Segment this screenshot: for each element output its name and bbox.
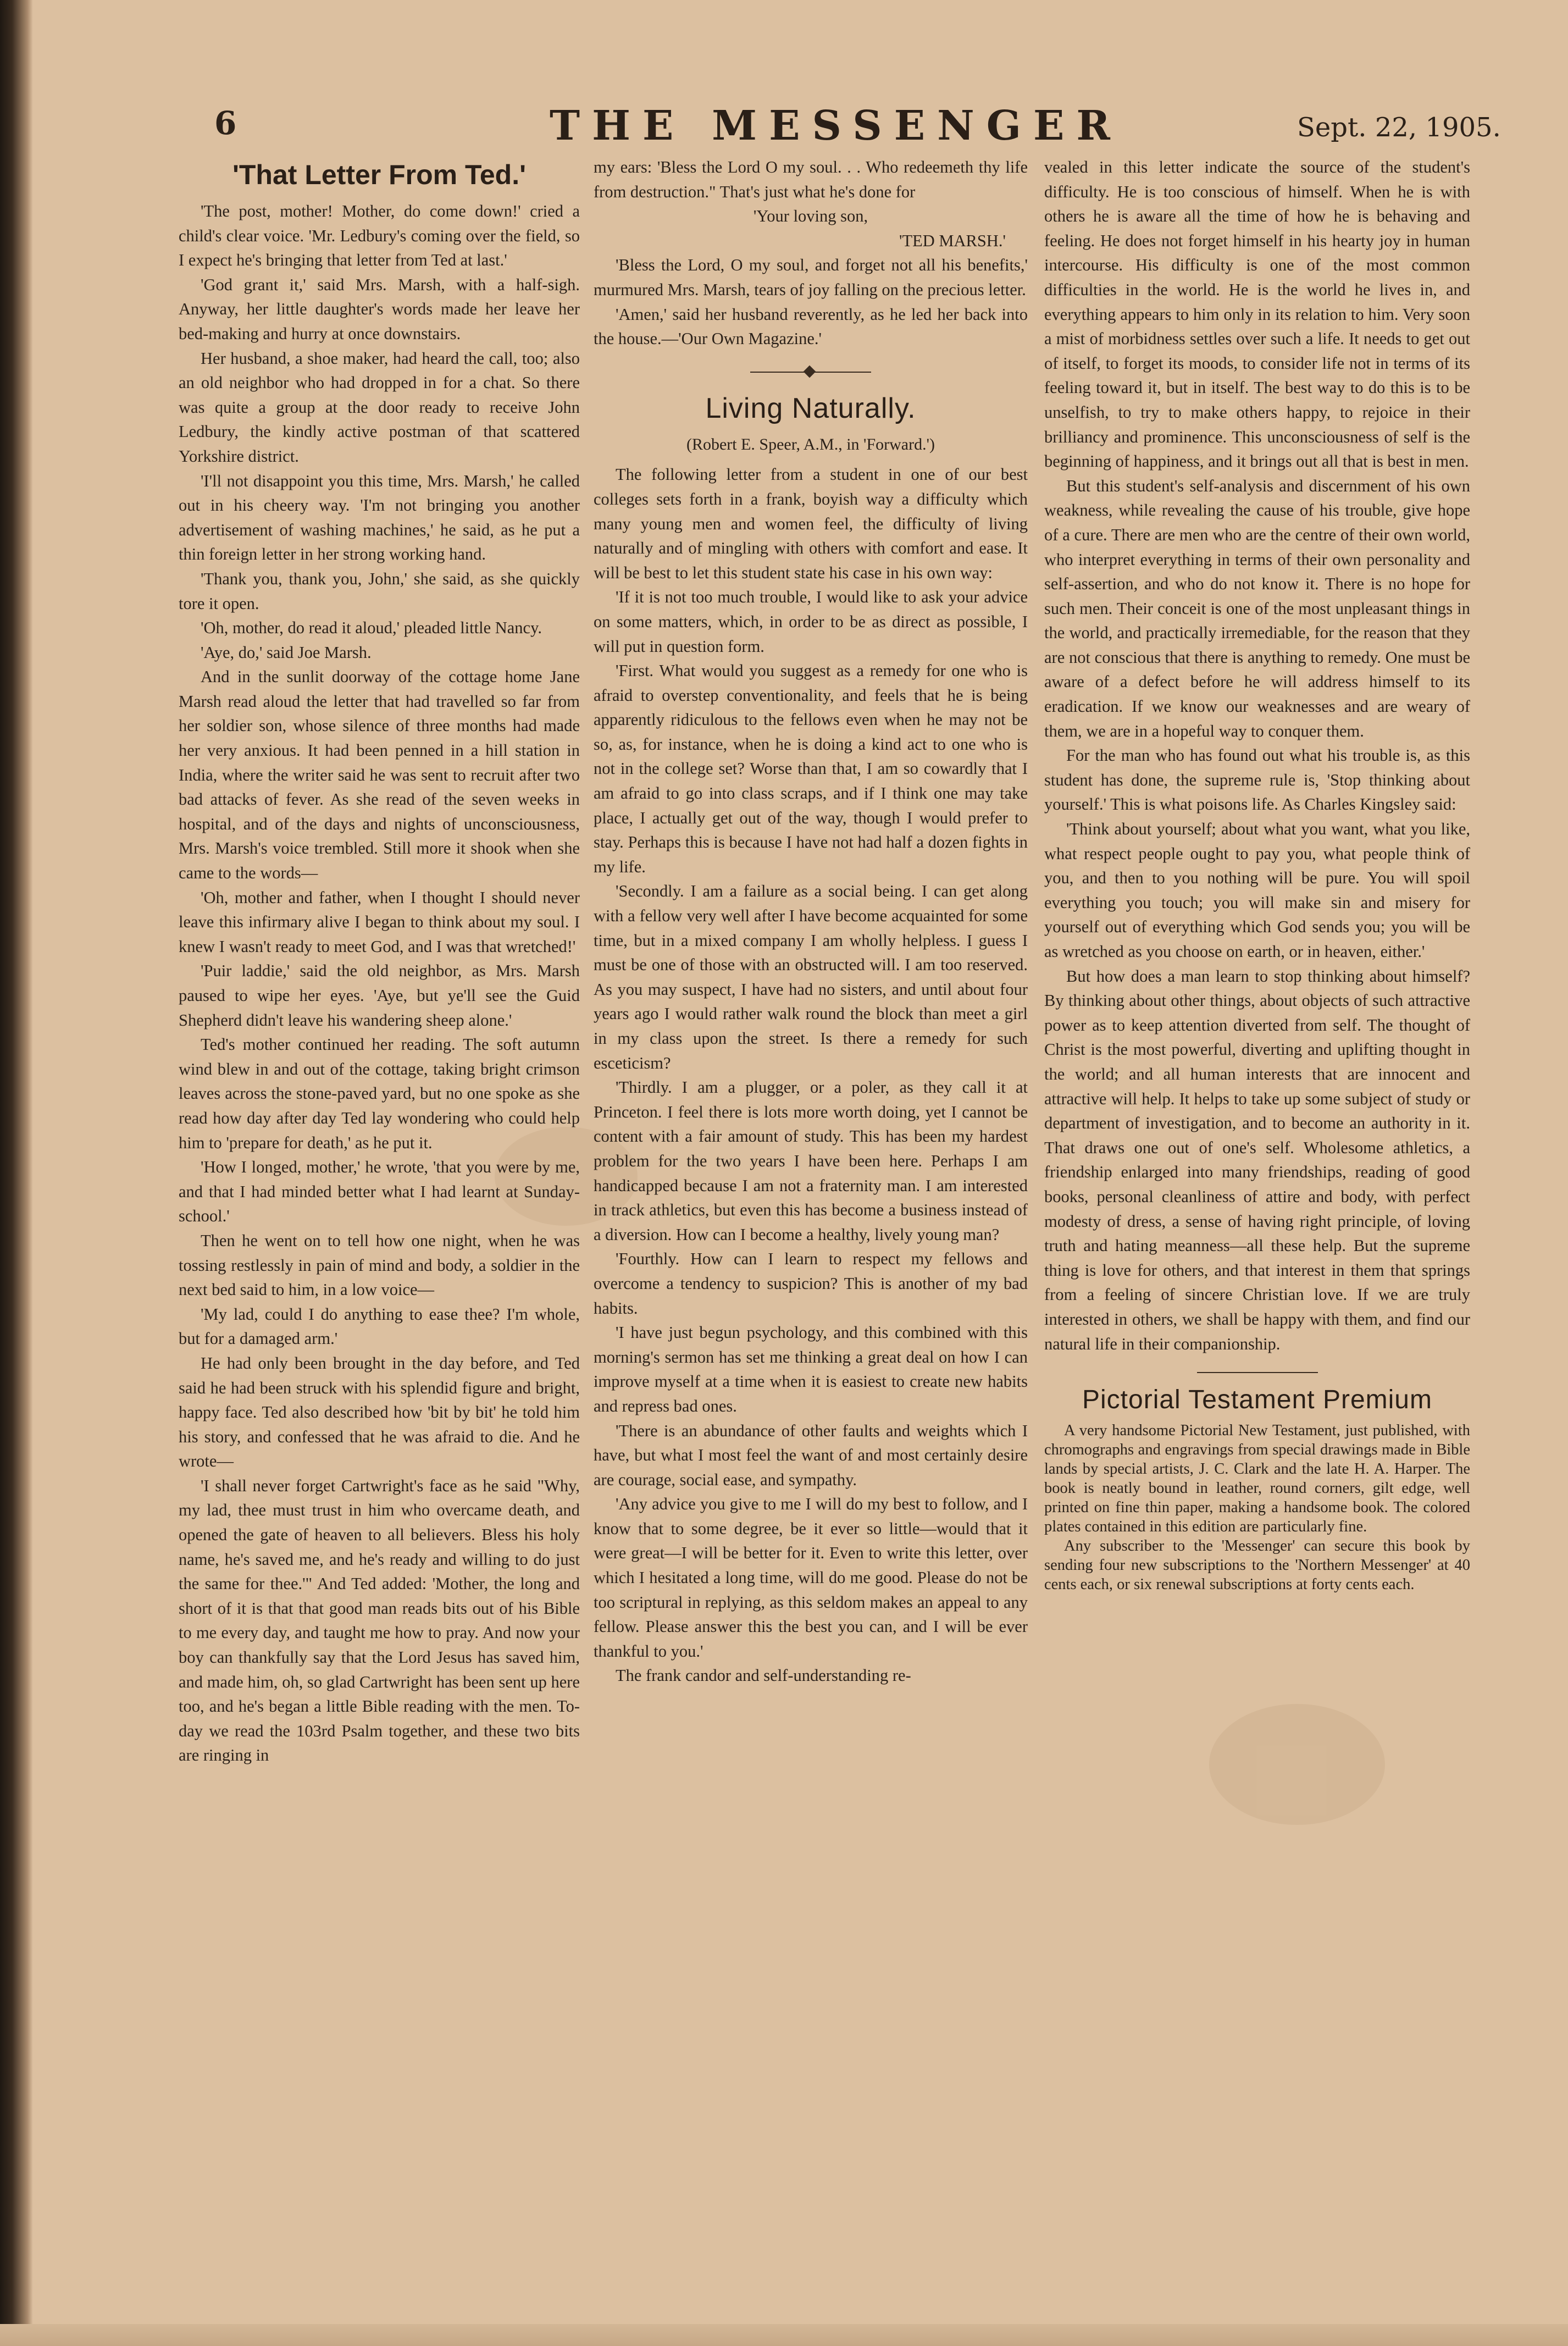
paragraph: Ted's mother continued her reading. The soft autumn wind blew in and out of the cottage, taking bright crimson leaves across the stone-paved yard, but no one spoke as she read how day after day Ted lay wondering who could help him to 'prepare for death,' as he put it.: [179, 1035, 580, 1152]
paragraph: 'Amen,' said her husband reverently, as he led her back into the house.—'Our Own Magazine.': [594, 305, 1028, 348]
paragraph: 'I have just begun psychology, and this combined with this morning's sermon has set me thinking a great deal on how I can improve myself at a time when it is easiest to create new habits and repress bad ones.: [594, 1323, 1028, 1415]
article-title: 'That Letter From Ted.': [232, 159, 526, 190]
masthead-title: THE MESSENGER: [550, 102, 1122, 150]
letter-closing: 'Your loving son,: [753, 207, 868, 226]
paragraph: 'Oh, mother, do read it aloud,' pleaded little Nancy.: [201, 618, 542, 638]
article-title: Living Naturally.: [705, 392, 916, 424]
paper-stain: [1209, 1704, 1385, 1825]
paragraph: 'Secondly. I am a failure as a social being. I can get along with a fellow very well after I have become acquainted for some time, but in a mixed company I am wholly helpless. I guess I must be one of those with an obstructed will. I am too reserved. As you may suspect, I have had no sisters, and until about four years ago I would rather walk round the block than meet a girl in my class upon the street. Is there a remedy for such esceticism?: [594, 882, 1028, 1072]
paragraph: For the man who has found out what his trouble is, as this student has done, the supreme rule is, 'Stop thinking about yourself.' This is what poisons life. As Charles Kingsley said:: [1044, 746, 1470, 814]
paragraph: 'First. What would you suggest as a remedy for one who is afraid to overstep conventionality, and feels that he is being apparently ridiculous to the fellows even when he may not be so, as, for instance, when he is doing a kind act to one who is not in the college set? Worse than that, I am so cowardly that I am afraid to go into class scraps, and if I think one may take place, I actually get out of the way, though I would prefer to stay. Perhaps this is because I have not had half a dozen fights in my life.: [594, 661, 1028, 876]
paragraph: But how does a man learn to stop thinking about himself? By thinking about other things, about objects of such attractive power as to keep attention diverted from self. The thought of Christ is the most powerful, diverting and uplifting thought in the world; and all human interests that are innocent and attractive will help. It helps to take up some subject of study or department of investigation, and to become an authority in it. That draws one out of one's self. Wholesome athletics, a friendship enlarged into many friendships, reading of good books, personal cleanliness of attire and body, with perfect modesty of dress, a sense of having right principle, of loving truth and hating meanness—all these help. But the supreme thing is love for others, and that interest in them that springs from a feeling of sincere Christian love. If we are truly interested in others, we shall be happy with them, and find our natural life in their companionship.: [1044, 966, 1470, 1353]
paragraph: A very handsome Pictorial New Testament, just published, with chromographs and engravings from special drawings made in Bible lands by special artists, J. C. Clark and the late H. A. Harper. The book is neatly bound in leather, round corners, gilt edge, well printed on fine thin paper, making a handsome book. The colored plates contained in this edition are particularly fine.: [1044, 1422, 1470, 1536]
paragraph: 'My lad, could I do anything to ease thee? I'm whole, but for a damaged arm.': [179, 1304, 580, 1348]
paragraph: vealed in this letter indicate the source of the student's difficulty. He is too conscious of himself. When he is with others he is aware all the time of how he is behaving and feeling. He does not forget himself in his hearty joy in human intercourse. His difficulty is one of the most common difficulties in the world. He is the world he lives in, and everything appears to him only in its relation to him. Very soon a mist of morbidness settles over such a life. It needs to get out of itself, to forget its moods, to consider life not in terms of its feeling toward it, but in itself. The best way to do this is to be unselfish, to try to make others happy, to rejoice in their brilliancy and prominence. This unconsciousness of self is the beginning of happiness, and it brings out all that is best in men.: [1044, 158, 1470, 471]
section-divider: [1197, 1366, 1318, 1379]
paragraph: 'How I longed, mother,' he wrote, 'that you were by me, and that I had minded better what I had learnt at Sunday-school.': [179, 1158, 580, 1226]
premium-title: Pictorial Testament Premium: [1082, 1385, 1432, 1415]
paragraph: 'There is an abundance of other faults and weights which I have, but what I most feel the want of and most certainly desire are courage, social ease, and sympathy.: [594, 1421, 1028, 1489]
article-byline: (Robert E. Speer, A.M., in 'Forward.'): [686, 435, 935, 453]
paragraph: The following letter from a student in one of our best colleges sets forth in a frank, boyish way a difficulty which many young men and women feel, the difficulty of living naturally and of mingling with others with comfort and ease. It will be best to let this student state his case in his own way:: [594, 465, 1028, 582]
paragraph: 'God grant it,' said Mrs. Marsh, with a half-sigh. Anyway, her little daughter's words made her leave her bed-making and hurry at once downstairs.: [179, 275, 580, 343]
letter-signature: 'TED MARSH.': [899, 231, 1006, 250]
page-number: 6: [214, 104, 237, 142]
column-2: [594, 155, 1028, 1688]
paragraph: 'I shall never forget Cartwright's face as he said "Why, my lad, thee must trust in him who overcame death, and opened the gate of heaven to all believers. Bless his holy name, he's saved me, and he's ready and willing to do just the same for thee.'" And Ted added: 'Mother, the long and short of it is that that good man reads bits out of his Bible to me every day, and taught me how to pray. And now your boy can thankfully say that the Lord Jesus has saved him, and made him, oh, so glad Cartwright has been sent up here too, and he's began a little Bible reading with the men. To-day we read the 103rd Psalm together, and these two bits are ringing in: [179, 1476, 580, 1765]
paragraph: 'Fourthly. How can I learn to respect my fellows and overcome a tendency to suspicion? This is another of my bad habits.: [594, 1249, 1028, 1318]
paragraph: 'If it is not too much trouble, I would like to ask your advice on some matters, which, in order to be as direct as possible, I will put in question form.: [594, 588, 1028, 656]
page-bottom-edge: [0, 2324, 1568, 2346]
paragraph: 'I'll not disappoint you this time, Mrs. Marsh,' he called out in his cheery way. 'I'm not bringing you another advertisement of washing machines,' he said, as he put a thin foreign letter in her strong working hand.: [179, 471, 580, 564]
issue-date: Sept. 22, 1905.: [1297, 112, 1501, 143]
article-body: [179, 199, 580, 1768]
paragraph: The frank candor and self-understanding re-: [616, 1666, 911, 1685]
column-3: [1044, 155, 1470, 1594]
paragraph: 'The post, mother! Mother, do come down!' cried a child's clear voice. 'Mr. Ledbury's coming over the field, so I expect he's bringing that letter from Ted at last.': [179, 202, 580, 270]
paragraph: 'Puir laddie,' said the old neighbor, as Mrs. Marsh paused to wipe her eyes. 'Aye, but ye'll see the Guid Shepherd didn't leave his wandering sheep alone.': [179, 961, 580, 1030]
section-divider: [750, 366, 871, 379]
paragraph: Then he went on to tell how one night, when he was tossing restlessly in pain of mind and body, a soldier in the next bed said to him, in a low voice—: [179, 1231, 580, 1299]
paragraph: 'Bless the Lord, O my soul, and forget not all his benefits,' murmured Mrs. Marsh, tears of joy falling on the precious letter.: [594, 256, 1028, 299]
paragraph: 'Think about yourself; about what you want, what you like, what respect people ought to pay you, what people think of you, and then to you nothing will be pure. You will spoil everything you touch; you will make sin and misery for yourself out of everything which God sends you; you will be as wretched as you choose on earth, or in heaven, either.': [1044, 820, 1470, 961]
paragraph: Any subscriber to the 'Messenger' can secure this book by sending four new subscriptions to the 'Northern Messenger' at 40 cents each, or six renewal subscriptions at forty cents each.: [1044, 1537, 1470, 1593]
paragraph: He had only been brought in the day before, and Ted said he had been struck with his splendid figure and bright, happy face. Ted also described how 'bit by bit' he told him his story, and confessed that he was afraid to die. And he wrote—: [179, 1353, 580, 1471]
paragraph: But this student's self-analysis and discernment of his own weakness, while revealing the cause of his trouble, give hope of a cure. There are men who are the centre of their own world, who interpret everything in terms of their own personality and self-assertion, and who do not know it. There is no hope for such men. Their conceit is one of the most unpleasant things in the world, and practically irremediable, for the reason that they are not conscious that there is anything to remedy. One must be aware of a defect before he will address himself to its eradication. If we know our weaknesses and are weary of them, we are in a hopeful way to conquer them.: [1044, 476, 1470, 740]
binding-shadow: [0, 0, 33, 2346]
column-1: [179, 155, 580, 1768]
paragraph: 'Aye, do,' said Joe Marsh.: [201, 643, 372, 662]
paragraph: 'Any advice you give to me I will do my best to follow, and I know that to some degree, be it ever so little—would that it were great—I will be better for it. Even to write this letter, over which I hesitated a long time, will do me good. Please do not be too scriptural in replying, as this seldom makes an appeal to any fellow. Please answer this the best you can, and I will be ever thankful to you.': [594, 1495, 1028, 1661]
paragraph: 'Oh, mother and father, when I thought I should never leave this infirmary alive I began to think about my soul. I knew I wasn't ready to meet God, and I was that wretched!': [179, 888, 580, 956]
premium-body: [1044, 1421, 1470, 1594]
paragraph: 'Thank you, thank you, John,' she said, as she quickly tore it open.: [179, 569, 580, 613]
paragraph: Her husband, a shoe maker, had heard the call, too; also an old neighbor who had dropped in for a chat. So there was quite a group at the door ready to receive John Ledbury, the kindly active postman of that scattered Yorkshire district.: [179, 348, 580, 466]
paragraph: 'Thirdly. I am a plugger, or a poler, as they call it at Princeton. I feel there is lots more worth doing, yet I cannot be content with a fair amount of study. This has been my hardest problem for the two years I have been here. Perhaps I am handicapped because I am not a fraternity man. I am interested in track athletics, but even this has become a business instead of a diversion. How can I become a healthy, lively young man?: [594, 1078, 1028, 1244]
paragraph: And in the sunlit doorway of the cottage home Jane Marsh read aloud the letter that had travelled so far from her soldier son, whose silence of three months had made her very anxious. It had been penned in a hill station in India, where the writer said he was sent to recruit after two bad attacks of fever. As she read of the seven weeks in hospital, and of the days and nights of unconsciousness, Mrs. Marsh's voice trembled. Still more it shook when she came to the words—: [179, 667, 580, 883]
paragraph: my ears: 'Bless the Lord O my soul. . . Who redeemeth thy life from destruction." That's just what he's done for: [594, 158, 1028, 201]
